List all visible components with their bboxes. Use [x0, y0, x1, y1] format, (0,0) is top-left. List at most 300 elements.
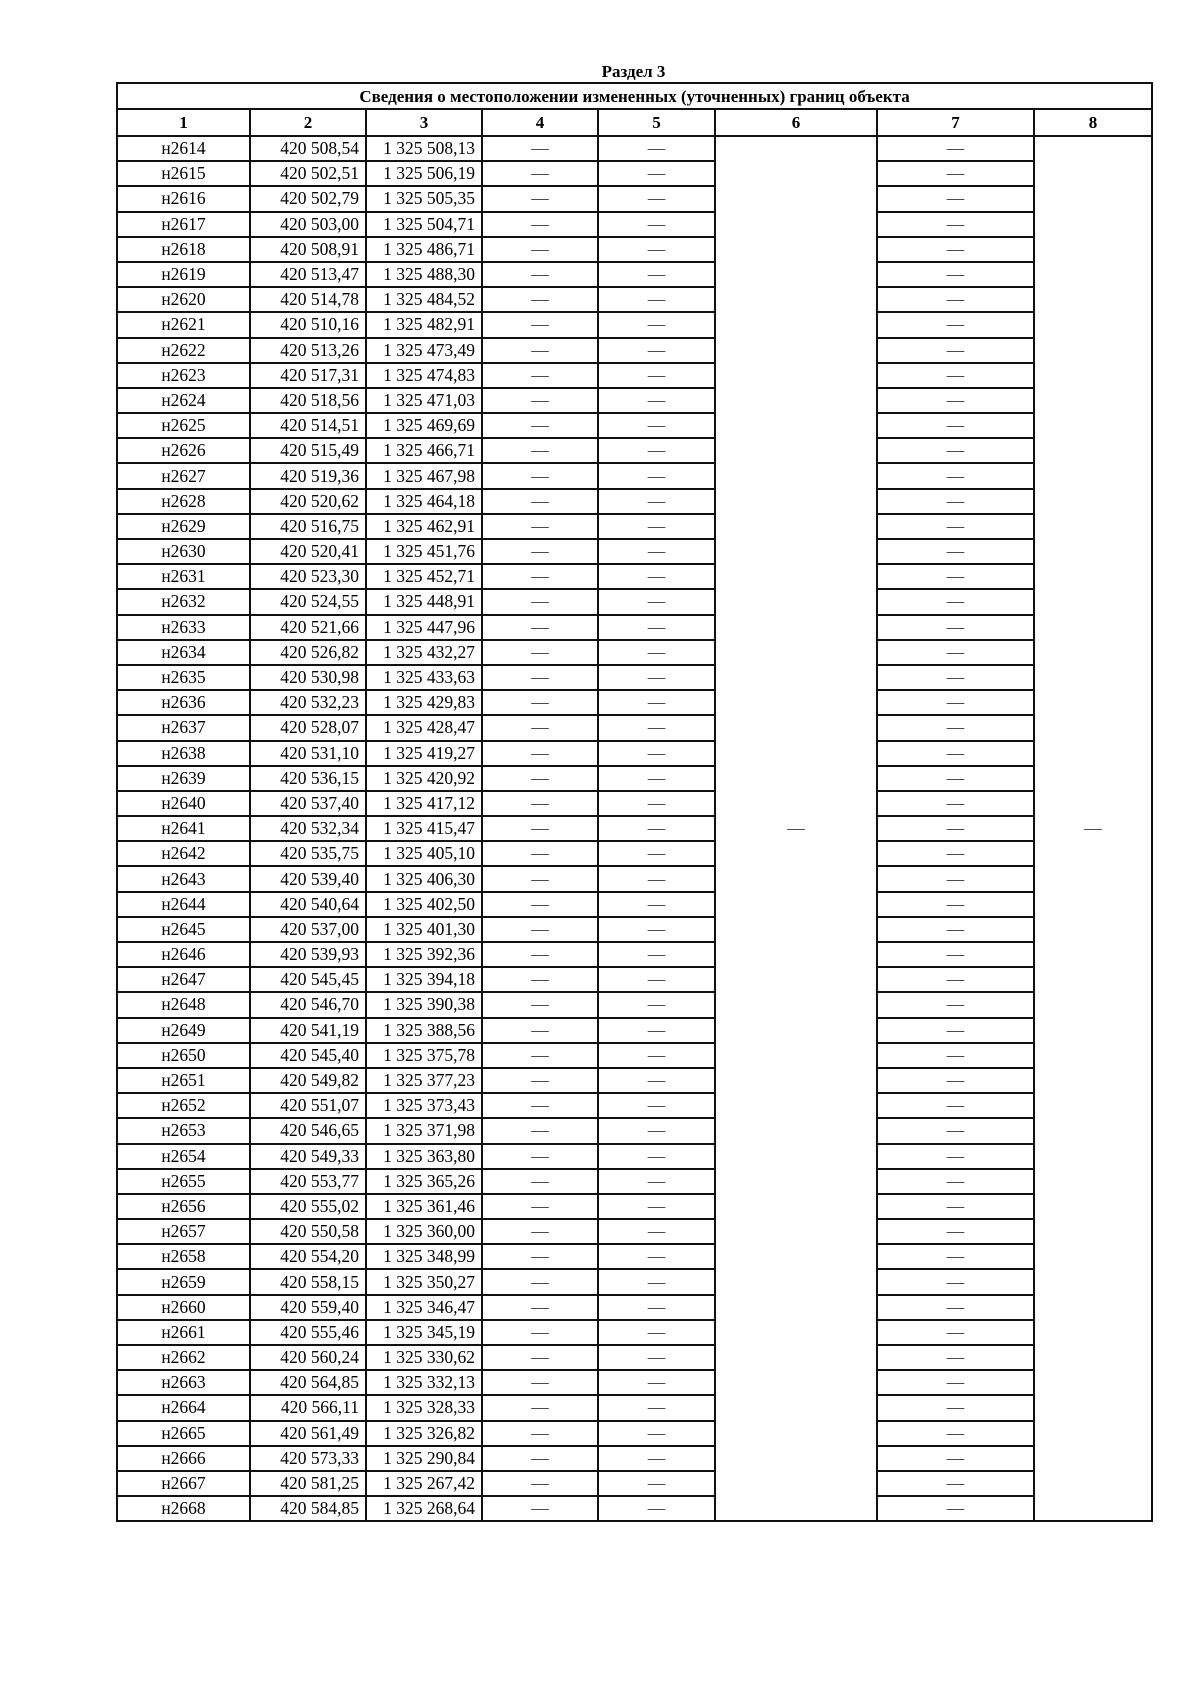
- column-7-cell: —: [877, 438, 1034, 463]
- column-5-cell: —: [598, 1295, 715, 1320]
- point-id-cell: н2640: [117, 791, 250, 816]
- y-coordinate-cell: 1 325 482,91: [366, 312, 482, 337]
- column-number-6: 6: [715, 109, 877, 136]
- column-5-cell: —: [598, 942, 715, 967]
- y-coordinate-cell: 1 325 402,50: [366, 892, 482, 917]
- column-7-cell: —: [877, 1446, 1034, 1471]
- y-coordinate-cell: 1 325 268,64: [366, 1496, 482, 1521]
- y-coordinate-cell: 1 325 415,47: [366, 816, 482, 841]
- point-id-cell: н2624: [117, 388, 250, 413]
- x-coordinate-cell: 420 516,75: [250, 514, 366, 539]
- column-7-cell: —: [877, 1093, 1034, 1118]
- y-coordinate-cell: 1 325 451,76: [366, 539, 482, 564]
- y-coordinate-cell: 1 325 390,38: [366, 992, 482, 1017]
- x-coordinate-cell: 420 532,23: [250, 690, 366, 715]
- column-7-cell: —: [877, 917, 1034, 942]
- table-row: [117, 766, 1152, 791]
- column-4-cell: —: [482, 1345, 598, 1370]
- column-5-cell: —: [598, 741, 715, 766]
- table-row: [117, 463, 1152, 488]
- column-7-cell: —: [877, 1244, 1034, 1269]
- point-id-cell: н2632: [117, 589, 250, 614]
- column-number-3: 3: [366, 109, 482, 136]
- point-id-cell: н2660: [117, 1295, 250, 1320]
- column-7-cell: —: [877, 1421, 1034, 1446]
- point-id-cell: н2638: [117, 741, 250, 766]
- table-row: [117, 1219, 1152, 1244]
- column-4-cell: —: [482, 1194, 598, 1219]
- y-coordinate-cell: 1 325 469,69: [366, 413, 482, 438]
- column-7-cell: —: [877, 237, 1034, 262]
- column-5-cell: —: [598, 161, 715, 186]
- point-id-cell: н2625: [117, 413, 250, 438]
- y-coordinate-cell: 1 325 447,96: [366, 615, 482, 640]
- column-4-cell: —: [482, 514, 598, 539]
- table-row: [117, 413, 1152, 438]
- x-coordinate-cell: 420 515,49: [250, 438, 366, 463]
- y-coordinate-cell: 1 325 484,52: [366, 287, 482, 312]
- y-coordinate-cell: 1 325 467,98: [366, 463, 482, 488]
- table-row: [117, 615, 1152, 640]
- table-row: [117, 1244, 1152, 1269]
- table-row: [117, 136, 1152, 161]
- point-id-cell: н2619: [117, 262, 250, 287]
- table-row: [117, 992, 1152, 1017]
- column-number-row: [117, 109, 1152, 136]
- column-4-cell: —: [482, 489, 598, 514]
- column-5-cell: —: [598, 1219, 715, 1244]
- y-coordinate-cell: 1 325 267,42: [366, 1471, 482, 1496]
- column-5-cell: —: [598, 388, 715, 413]
- column-7-cell: —: [877, 1144, 1034, 1169]
- column-4-cell: —: [482, 136, 598, 161]
- column-5-cell: —: [598, 1194, 715, 1219]
- x-coordinate-cell: 420 508,91: [250, 237, 366, 262]
- point-id-cell: н2626: [117, 438, 250, 463]
- column-7-cell: —: [877, 212, 1034, 237]
- column-7-cell: —: [877, 136, 1034, 161]
- column-5-cell: —: [598, 1093, 715, 1118]
- column-5-cell: —: [598, 589, 715, 614]
- point-id-cell: н2650: [117, 1043, 250, 1068]
- column-5-cell: —: [598, 1320, 715, 1345]
- column-4-cell: —: [482, 1370, 598, 1395]
- column-5-cell: —: [598, 766, 715, 791]
- point-id-cell: н2631: [117, 564, 250, 589]
- point-id-cell: н2623: [117, 363, 250, 388]
- point-id-cell: н2635: [117, 665, 250, 690]
- y-coordinate-cell: 1 325 394,18: [366, 967, 482, 992]
- column-5-cell: —: [598, 690, 715, 715]
- column-4-cell: —: [482, 1496, 598, 1521]
- x-coordinate-cell: 420 535,75: [250, 841, 366, 866]
- column-4-cell: —: [482, 237, 598, 262]
- x-coordinate-cell: 420 528,07: [250, 715, 366, 740]
- table-row: [117, 1169, 1152, 1194]
- table-row: [117, 388, 1152, 413]
- column-4-cell: —: [482, 186, 598, 211]
- y-coordinate-cell: 1 325 330,62: [366, 1345, 482, 1370]
- x-coordinate-cell: 420 514,51: [250, 413, 366, 438]
- x-coordinate-cell: 420 553,77: [250, 1169, 366, 1194]
- x-coordinate-cell: 420 545,45: [250, 967, 366, 992]
- point-id-cell: н2614: [117, 136, 250, 161]
- column-4-cell: —: [482, 1269, 598, 1294]
- column-5-cell: —: [598, 136, 715, 161]
- x-coordinate-cell: 420 581,25: [250, 1471, 366, 1496]
- column-7-cell: —: [877, 312, 1034, 337]
- column-4-cell: —: [482, 1068, 598, 1093]
- column-4-cell: —: [482, 1320, 598, 1345]
- y-coordinate-cell: 1 325 375,78: [366, 1043, 482, 1068]
- table-row: [117, 489, 1152, 514]
- table-caption: Сведения о местоположении измененных (уточненных) границ объекта: [117, 83, 1152, 109]
- table-row: [117, 640, 1152, 665]
- y-coordinate-cell: 1 325 388,56: [366, 1018, 482, 1043]
- column-4-cell: —: [482, 161, 598, 186]
- x-coordinate-cell: 420 520,62: [250, 489, 366, 514]
- y-coordinate-cell: 1 325 429,83: [366, 690, 482, 715]
- column-5-cell: —: [598, 514, 715, 539]
- point-id-cell: н2659: [117, 1269, 250, 1294]
- column-7-cell: —: [877, 1269, 1034, 1294]
- column-5-cell: —: [598, 489, 715, 514]
- column-4-cell: —: [482, 1043, 598, 1068]
- column-4-cell: —: [482, 615, 598, 640]
- column-4-cell: —: [482, 791, 598, 816]
- column-7-cell: —: [877, 892, 1034, 917]
- x-coordinate-cell: 420 503,00: [250, 212, 366, 237]
- column-7-cell: —: [877, 161, 1034, 186]
- point-id-cell: н2645: [117, 917, 250, 942]
- table-body: [117, 136, 1152, 1521]
- column-5-cell: —: [598, 1395, 715, 1420]
- column-number-4: 4: [482, 109, 598, 136]
- x-coordinate-cell: 420 520,41: [250, 539, 366, 564]
- point-id-cell: н2653: [117, 1118, 250, 1143]
- column-7-cell: —: [877, 1194, 1034, 1219]
- x-coordinate-cell: 420 551,07: [250, 1093, 366, 1118]
- column-number-1: 1: [117, 109, 250, 136]
- x-coordinate-cell: 420 546,65: [250, 1118, 366, 1143]
- x-coordinate-cell: 420 550,58: [250, 1219, 366, 1244]
- column-7-cell: —: [877, 514, 1034, 539]
- y-coordinate-cell: 1 325 345,19: [366, 1320, 482, 1345]
- x-coordinate-cell: 420 508,54: [250, 136, 366, 161]
- column-5-cell: —: [598, 237, 715, 262]
- y-coordinate-cell: 1 325 505,35: [366, 186, 482, 211]
- column-7-cell: —: [877, 1219, 1034, 1244]
- point-id-cell: н2633: [117, 615, 250, 640]
- column-7-cell: —: [877, 1068, 1034, 1093]
- column-7-cell: —: [877, 287, 1034, 312]
- point-id-cell: н2663: [117, 1370, 250, 1395]
- y-coordinate-cell: 1 325 488,30: [366, 262, 482, 287]
- x-coordinate-cell: 420 524,55: [250, 589, 366, 614]
- table-row: [117, 1320, 1152, 1345]
- point-id-cell: н2618: [117, 237, 250, 262]
- column-7-cell: —: [877, 715, 1034, 740]
- table-row: [117, 1421, 1152, 1446]
- point-id-cell: н2647: [117, 967, 250, 992]
- point-id-cell: н2648: [117, 992, 250, 1017]
- point-id-cell: н2657: [117, 1219, 250, 1244]
- y-coordinate-cell: 1 325 363,80: [366, 1144, 482, 1169]
- column-4-cell: —: [482, 690, 598, 715]
- column-7-cell: —: [877, 539, 1034, 564]
- column-5-cell: —: [598, 1370, 715, 1395]
- column-4-cell: —: [482, 589, 598, 614]
- column-4-cell: —: [482, 438, 598, 463]
- column-4-cell: —: [482, 917, 598, 942]
- column-4-cell: —: [482, 841, 598, 866]
- column-5-cell: —: [598, 413, 715, 438]
- y-coordinate-cell: 1 325 473,49: [366, 338, 482, 363]
- point-id-cell: н2662: [117, 1345, 250, 1370]
- table-row: [117, 1043, 1152, 1068]
- table-row: [117, 1471, 1152, 1496]
- y-coordinate-cell: 1 325 361,46: [366, 1194, 482, 1219]
- table-row: [117, 715, 1152, 740]
- x-coordinate-cell: 420 518,56: [250, 388, 366, 413]
- column-5-cell: —: [598, 186, 715, 211]
- column-4-cell: —: [482, 338, 598, 363]
- y-coordinate-cell: 1 325 452,71: [366, 564, 482, 589]
- point-id-cell: н2655: [117, 1169, 250, 1194]
- column-5-cell: —: [598, 1068, 715, 1093]
- y-coordinate-cell: 1 325 506,19: [366, 161, 482, 186]
- column-4-cell: —: [482, 1144, 598, 1169]
- table-row: [117, 1093, 1152, 1118]
- column-7-cell: —: [877, 942, 1034, 967]
- column-5-cell: —: [598, 1345, 715, 1370]
- column-5-cell: —: [598, 715, 715, 740]
- table-row: [117, 816, 1152, 841]
- x-coordinate-cell: 420 573,33: [250, 1446, 366, 1471]
- table-row: [117, 1018, 1152, 1043]
- table-row: [117, 514, 1152, 539]
- point-id-cell: н2664: [117, 1395, 250, 1420]
- x-coordinate-cell: 420 502,79: [250, 186, 366, 211]
- y-coordinate-cell: 1 325 471,03: [366, 388, 482, 413]
- x-coordinate-cell: 420 514,78: [250, 287, 366, 312]
- column-4-cell: —: [482, 741, 598, 766]
- column-5-cell: —: [598, 1446, 715, 1471]
- y-coordinate-cell: 1 325 420,92: [366, 766, 482, 791]
- point-id-cell: н2649: [117, 1018, 250, 1043]
- x-coordinate-cell: 420 537,40: [250, 791, 366, 816]
- column-7-cell: —: [877, 690, 1034, 715]
- table-row: [117, 1194, 1152, 1219]
- column-7-cell: —: [877, 791, 1034, 816]
- y-coordinate-cell: 1 325 377,23: [366, 1068, 482, 1093]
- column-5-cell: —: [598, 312, 715, 337]
- column-4-cell: —: [482, 1118, 598, 1143]
- x-coordinate-cell: 420 545,40: [250, 1043, 366, 1068]
- section-title: Раздел 3: [601, 62, 666, 81]
- table-caption-row: [117, 83, 1152, 109]
- column-4-cell: —: [482, 942, 598, 967]
- table-row: [117, 1269, 1152, 1294]
- table-row: [117, 841, 1152, 866]
- y-coordinate-cell: 1 325 464,18: [366, 489, 482, 514]
- column-5-cell: —: [598, 1496, 715, 1521]
- column-5-cell: —: [598, 992, 715, 1017]
- column-4-cell: —: [482, 463, 598, 488]
- column-7-cell: —: [877, 1370, 1034, 1395]
- table-row: [117, 1144, 1152, 1169]
- column-5-cell: —: [598, 212, 715, 237]
- column-5-cell: —: [598, 1018, 715, 1043]
- column-4-cell: —: [482, 1093, 598, 1118]
- table-row: [117, 363, 1152, 388]
- x-coordinate-cell: 420 555,46: [250, 1320, 366, 1345]
- y-coordinate-cell: 1 325 401,30: [366, 917, 482, 942]
- y-coordinate-cell: 1 325 328,33: [366, 1395, 482, 1420]
- point-id-cell: н2620: [117, 287, 250, 312]
- y-coordinate-cell: 1 325 346,47: [366, 1295, 482, 1320]
- column-5-cell: —: [598, 1169, 715, 1194]
- column-7-cell: —: [877, 967, 1034, 992]
- column-5-cell: —: [598, 463, 715, 488]
- x-coordinate-cell: 420 536,15: [250, 766, 366, 791]
- column-5-cell: —: [598, 287, 715, 312]
- x-coordinate-cell: 420 502,51: [250, 161, 366, 186]
- column-5-cell: —: [598, 1144, 715, 1169]
- y-coordinate-cell: 1 325 419,27: [366, 741, 482, 766]
- point-id-cell: н2639: [117, 766, 250, 791]
- column-4-cell: —: [482, 388, 598, 413]
- table-row: [117, 1496, 1152, 1521]
- x-coordinate-cell: 420 566,11: [250, 1395, 366, 1420]
- x-coordinate-cell: 420 521,66: [250, 615, 366, 640]
- y-coordinate-cell: 1 325 433,63: [366, 665, 482, 690]
- point-id-cell: н2628: [117, 489, 250, 514]
- x-coordinate-cell: 420 546,70: [250, 992, 366, 1017]
- x-coordinate-cell: 420 558,15: [250, 1269, 366, 1294]
- point-id-cell: н2646: [117, 942, 250, 967]
- point-id-cell: н2651: [117, 1068, 250, 1093]
- column-7-cell: —: [877, 665, 1034, 690]
- point-id-cell: н2634: [117, 640, 250, 665]
- x-coordinate-cell: 420 540,64: [250, 892, 366, 917]
- y-coordinate-cell: 1 325 290,84: [366, 1446, 482, 1471]
- table-row: [117, 791, 1152, 816]
- y-coordinate-cell: 1 325 326,82: [366, 1421, 482, 1446]
- table-row: [117, 564, 1152, 589]
- x-coordinate-cell: 420 560,24: [250, 1345, 366, 1370]
- column-4-cell: —: [482, 539, 598, 564]
- x-coordinate-cell: 420 554,20: [250, 1244, 366, 1269]
- x-coordinate-cell: 420 555,02: [250, 1194, 366, 1219]
- point-id-cell: н2621: [117, 312, 250, 337]
- table-row: [117, 438, 1152, 463]
- x-coordinate-cell: 420 539,40: [250, 866, 366, 891]
- column-4-cell: —: [482, 892, 598, 917]
- column-6-merged-cell: —: [715, 136, 877, 1521]
- x-coordinate-cell: 420 541,19: [250, 1018, 366, 1043]
- column-5-cell: —: [598, 841, 715, 866]
- column-4-cell: —: [482, 1018, 598, 1043]
- column-7-cell: —: [877, 816, 1034, 841]
- column-5-cell: —: [598, 1421, 715, 1446]
- column-5-cell: —: [598, 338, 715, 363]
- column-4-cell: —: [482, 1295, 598, 1320]
- y-coordinate-cell: 1 325 360,00: [366, 1219, 482, 1244]
- column-4-cell: —: [482, 413, 598, 438]
- x-coordinate-cell: 420 539,93: [250, 942, 366, 967]
- y-coordinate-cell: 1 325 365,26: [366, 1169, 482, 1194]
- column-4-cell: —: [482, 312, 598, 337]
- y-coordinate-cell: 1 325 371,98: [366, 1118, 482, 1143]
- table-row: [117, 892, 1152, 917]
- table-row: [117, 1446, 1152, 1471]
- column-number-5: 5: [598, 109, 715, 136]
- x-coordinate-cell: 420 564,85: [250, 1370, 366, 1395]
- column-7-cell: —: [877, 262, 1034, 287]
- column-4-cell: —: [482, 262, 598, 287]
- point-id-cell: н2643: [117, 866, 250, 891]
- column-7-cell: —: [877, 363, 1034, 388]
- point-id-cell: н2616: [117, 186, 250, 211]
- x-coordinate-cell: 420 531,10: [250, 741, 366, 766]
- column-7-cell: —: [877, 338, 1034, 363]
- table-row: [117, 186, 1152, 211]
- column-5-cell: —: [598, 1471, 715, 1496]
- table-row: [117, 665, 1152, 690]
- column-7-cell: —: [877, 489, 1034, 514]
- y-coordinate-cell: 1 325 332,13: [366, 1370, 482, 1395]
- column-4-cell: —: [482, 665, 598, 690]
- y-coordinate-cell: 1 325 405,10: [366, 841, 482, 866]
- column-5-cell: —: [598, 1244, 715, 1269]
- y-coordinate-cell: 1 325 486,71: [366, 237, 482, 262]
- column-4-cell: —: [482, 1169, 598, 1194]
- x-coordinate-cell: 420 537,00: [250, 917, 366, 942]
- column-4-cell: —: [482, 866, 598, 891]
- column-4-cell: —: [482, 766, 598, 791]
- column-4-cell: —: [482, 564, 598, 589]
- point-id-cell: н2636: [117, 690, 250, 715]
- column-number-7: 7: [877, 109, 1034, 136]
- column-5-cell: —: [598, 892, 715, 917]
- column-7-cell: —: [877, 766, 1034, 791]
- point-id-cell: н2641: [117, 816, 250, 841]
- column-7-cell: —: [877, 463, 1034, 488]
- column-7-cell: —: [877, 992, 1034, 1017]
- y-coordinate-cell: 1 325 428,47: [366, 715, 482, 740]
- column-5-cell: —: [598, 1118, 715, 1143]
- column-7-cell: —: [877, 615, 1034, 640]
- column-4-cell: —: [482, 1471, 598, 1496]
- x-coordinate-cell: 420 561,49: [250, 1421, 366, 1446]
- x-coordinate-cell: 420 519,36: [250, 463, 366, 488]
- column-5-cell: —: [598, 917, 715, 942]
- y-coordinate-cell: 1 325 373,43: [366, 1093, 482, 1118]
- table-row: [117, 237, 1152, 262]
- point-id-cell: н2637: [117, 715, 250, 740]
- point-id-cell: н2656: [117, 1194, 250, 1219]
- point-id-cell: н2629: [117, 514, 250, 539]
- column-7-cell: —: [877, 1018, 1034, 1043]
- x-coordinate-cell: 420 523,30: [250, 564, 366, 589]
- column-5-cell: —: [598, 665, 715, 690]
- column-4-cell: —: [482, 1446, 598, 1471]
- column-7-cell: —: [877, 741, 1034, 766]
- table-row: [117, 1345, 1152, 1370]
- x-coordinate-cell: 420 510,16: [250, 312, 366, 337]
- column-4-cell: —: [482, 816, 598, 841]
